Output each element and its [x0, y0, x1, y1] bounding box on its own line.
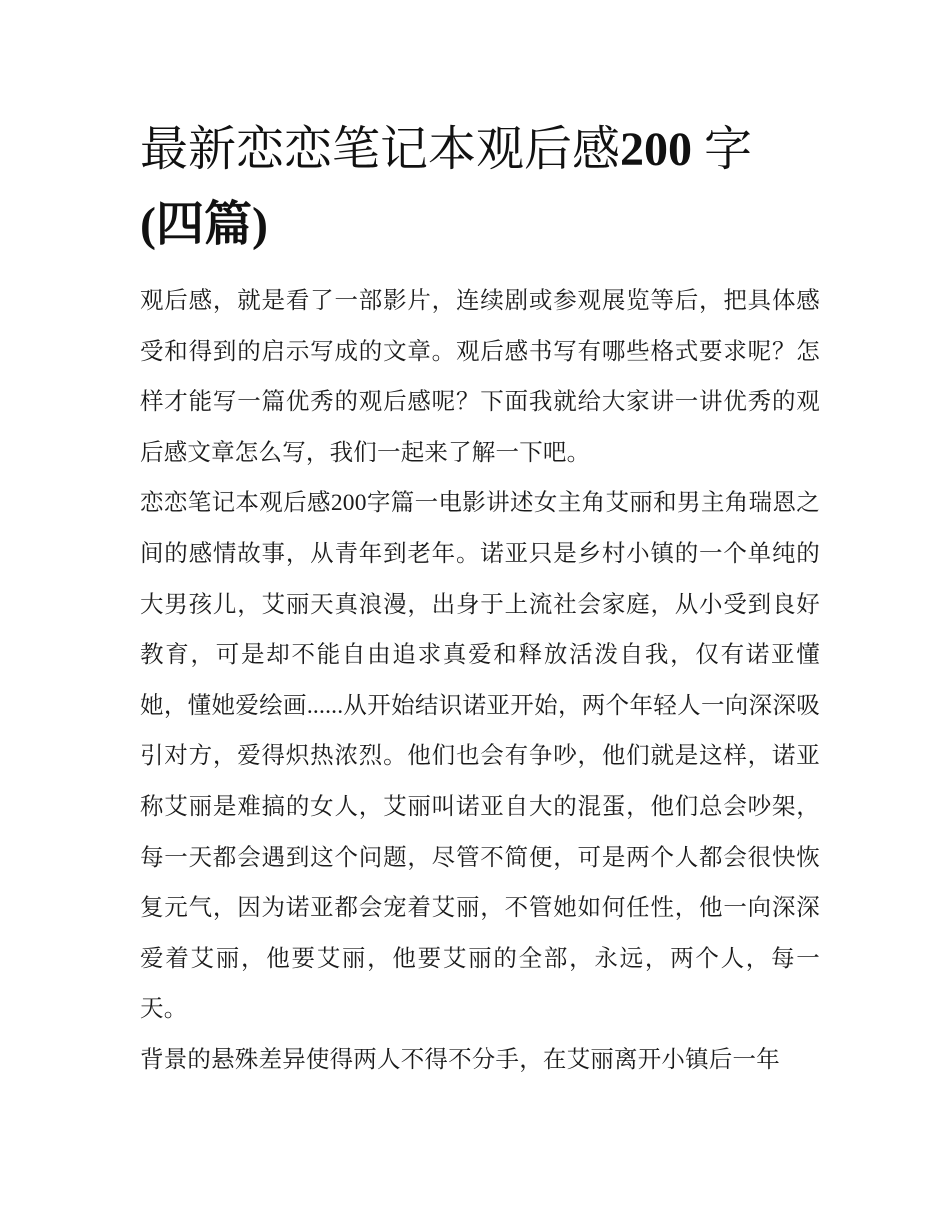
body-paragraph: 背景的悬殊差异使得两人不得不分手，在艾丽离开小镇后一年	[140, 1046, 780, 1073]
body-paragraph: 恋恋笔记本观后感200字篇一电影讲述女主角艾丽和男主角瑞恩之间的感情故事，从青年到老年。诺亚只是乡村小镇的一个单纯的大男孩儿，艾丽天真浪漫，出身于上流社会家庭，从小受到良好教育，可是却不能自由追求真爱和释放活泼自我，仅有诺亚懂她，懂她爱绘画......从开始结识诺亚开始，两个年轻人一向深深吸引对方，爱得炽热浓烈。他们也会有争吵，他们就是这样，诺亚称艾丽是难搞的女人，艾丽叫诺亚自大的混蛋，他们总会吵架，每一天都会遇到这个问题，尽管不简便，可是两个人都会很快恢复元气，因为诺亚都会宠着艾丽，不管她如何任性，他一向深深爱着艾丽，他要艾丽，他要艾丽的全部，永远，两个人，每一天。	[140, 490, 820, 1023]
document-title	[140, 112, 820, 262]
document-body	[140, 276, 820, 1086]
title-text: 最新恋恋笔记本观后感	[140, 123, 621, 176]
title-subtitle: (四篇)	[140, 198, 268, 251]
intro-paragraph: 观后感，就是看了一部影片，连续剧或参观展览等后，把具体感受和得到的启示写成的文章。观后感书写有哪些格式要求呢？怎样才能写一篇优秀的观后感呢？下面我就给大家讲一讲优秀的观后感文章怎么写，我们一起来了解一下吧。	[140, 288, 820, 466]
title-number: 200	[620, 123, 693, 176]
title-suffix: 字	[692, 123, 753, 176]
